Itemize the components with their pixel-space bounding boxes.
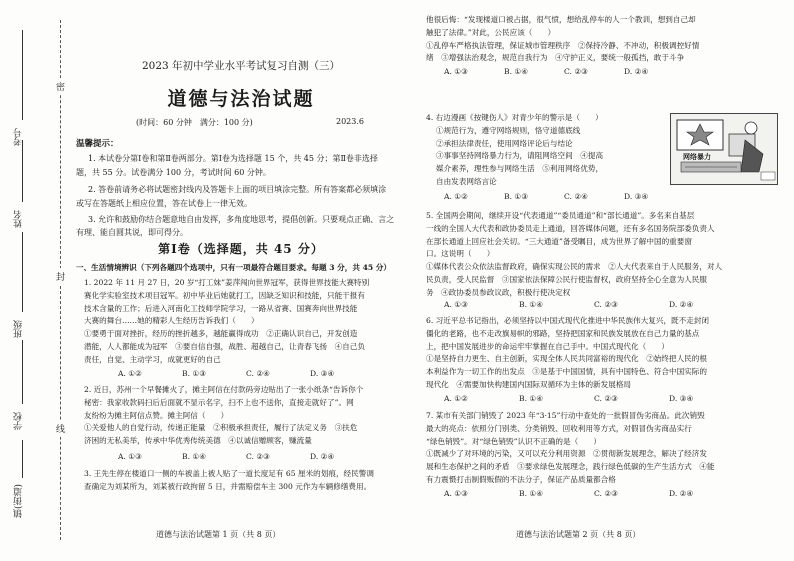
question-line: 潜能，人人都能成为冠军 ③要自信自强，战胜、超越自己，让青春飞扬 ④自己负 [84,341,365,351]
question-line: 技术含量的工作；后进入河南化工技师学院学习，一路从省赛、国赛奔向世界技能 [84,303,358,313]
section1-title: 第Ⅰ卷（选择题，共 45 分） [158,242,324,256]
label-banji: 班级 [14,320,24,338]
option-a: A. ①③ [118,452,142,461]
option-d: D. ②④ [669,489,694,498]
question-line: 大赛的舞台……她的精彩人生经历告诉我们（ ） [84,316,259,326]
option-c: C. ②③ [594,489,618,498]
question-line: 友纷纷为摊主阿信点赞。摊主阿信（ ） [84,410,229,420]
option-d: D. ②④ [310,452,335,461]
option-b: B. ①③ [504,192,529,201]
question-line: ③事事坚持网络暴力行为，请阻网络空间 ④提高 [436,151,604,161]
question-line: ②承担法律责任，使用网络评论后与结论 [436,138,573,148]
question-line: 僵化的老路，也不走改旗易帜的邪路，坚持把国家和民族发展放在自己力量的基点 [426,328,700,338]
question-3-options [444,67,684,76]
question-line: ①规范行为，遵守网络规则，恪守道德底线 [436,125,581,135]
option-d: D. ②④ [624,67,649,76]
question-line: 3. 王先生停在楼道口一侧的车被盖上被人贴了一道长度足有 65 厘米的划痕，经民警调 [84,469,374,478]
option-b: B. ①③ [182,369,207,378]
question-line: 触犯了法律。”对此，公民应该（ ） [426,27,556,37]
question-line: 2. 近日，苏州一个早餐摊火了，摊主阿信在付款码旁边贴出了一张小纸条“告诉你个 [84,385,364,394]
option-a: A. ①③ [444,489,468,498]
question-line: ①要勇于面对挫折，经历的挫折越多，越能赢得成功 ②正确认识自己，开发创造 [84,329,358,339]
tip-line: 2. 答卷前请务必将试题密封线内及答题卡上面的项目填涂完整。所有答案都必须填涂 [88,185,387,194]
page-footer-left: 道德与法治试题第 1 页（共 8 页） [156,530,281,539]
option-a: A. ①② [118,369,142,378]
question-line: ①关爱他人的自觉行动，传递正能量 ②积极承担责任，履行了法定义务 ③扶危 [84,423,358,433]
question-1 [84,277,406,367]
option-c: C. ②③ [246,452,270,461]
question-4-options [444,192,684,201]
option-c: C. ②④ [564,192,588,201]
tip-line: 或写在答题纸上相应位置，答在试卷上一律无效。 [76,199,252,208]
question-3 [84,468,406,494]
question-line: 赛化学实验室技术项目冠军。初中毕业后她就打工，因缺乏知识和技能，只能干报有 [84,290,365,300]
question-line: 一线的全国人大代表和政协委员走上通道，回答媒体问题，还有多名国务院部委负责人 [426,223,715,233]
question-line: 秘密：我家收款码扫后后面就不显示名字，扫不上也不送你，直接走就好了”。网 [84,397,354,407]
option-a: A. ①③ [444,67,468,76]
tip-line: 有理、能自圆其说，即可得分。 [76,228,188,237]
cartoon-caption: 网络暴力 [683,152,711,161]
part-heading: 一、生活情境辨识（下列各题四个选项中，只有一项最符合题目要求。每题 3 分，共 45 分） [76,263,391,272]
seal-char-2: 封 [56,268,65,285]
option-c: C. ②③ [594,394,618,403]
question-line: 媒介素养，理性参与网络生活 ⑤利用网络优势， [436,164,604,174]
question-line: 口。这说明（ ） [426,249,495,259]
question-line: 济困的无私美举，传承中华优秀传统美德 ④以诚信赠顾客，赚流量 [84,436,312,446]
option-c: C. ②④ [246,369,270,378]
seal-char-1: 密 [56,78,65,95]
question-line: 责任，自觉、主动学习，成就更好的自己 [84,354,221,364]
option-d: D. ③④ [669,394,694,403]
exam-title: 2023 年初中学业水平考试复习自测（三） [141,60,341,72]
banji-line [22,232,23,312]
cartoon-illustration [670,113,778,185]
question-line: 1. 2022 年 11 月 27 日，20 岁“打工妹”姜萍闯向世界冠军，获得世界技能大赛特别 [84,278,370,287]
question-line: 最大的亮点：依照分门别类、分类销毁、回收利用等方式，对假冒伪劣商品实行 [426,423,692,433]
option-b: B. ①④ [519,300,544,309]
question-4 [426,112,666,189]
question-5-options [444,300,744,309]
label-xingming: 姓名 [14,210,24,228]
subject-title: 道德与法治试题 [167,88,315,110]
xuexiao-line [22,340,23,404]
question-line: 展和生态保护之间的矛盾 ③要求绿色发展理念，践行绿色低碳的生产生活方式 ④能 [426,462,715,472]
question-7 [426,410,776,487]
question-5 [426,210,776,300]
question-line: 7. 某市有关部门销毁了 2023 年“3·15”行动中查处的一批假冒伪劣商品。此次销毁 [426,411,705,420]
question-line: ①媒体代表公众依法监督政府，确保实现公民的需求 ②人大代表来自于人民服务，对人 [426,262,723,272]
question-line: 上，把中国发展进步的命运牢牢掌握在自己手中。中国式现代化（ ） [426,341,669,351]
question-line: 现代化 ④需要加快构建国内国际双循环为主体的新发展格局 [426,379,632,389]
xianqu-line [22,440,23,478]
question-line: ①是坚持自力更生、自主创新，实现全体人民共同富裕的现代化 ②始终把人民的根 [426,354,707,364]
option-a: A. ①③ [444,300,468,309]
question-line: 在部长通道上回应社会关切。“三大通道”备受瞩目，成为世界了解中国的重要窗 [426,236,692,246]
question-line: 自由发表网络言论 [436,176,497,186]
option-c: C. ②③ [594,300,618,309]
option-b: B. ①④ [504,67,529,76]
tips-heading: 温馨提示： [76,139,119,149]
tip-line: 1. 本试卷分第Ⅰ卷和第Ⅱ卷两部分。第Ⅰ卷为选择题 15 个，共 45 分；第Ⅱ卷非选择 [88,154,378,163]
kaohao-line [22,30,23,120]
left-column [76,0,406,561]
question-line: 民负责，受人民监督 ③国家依法保障公民行使监督权，政府坚持全心全意为人民服 [426,274,707,284]
option-b: B. ①④ [182,452,207,461]
question-line: 查确定为刘某所为，刘某被行政拘留 5 日，并需赔偿车主 300 元作为车辆修缮费用。 [84,481,372,491]
right-column [426,0,776,561]
question-line: ①乱停车严格执法管理，保证城市管理秩序 ②保持冷静、不冲动，积极调控好情 [426,40,700,50]
option-c: C. ②③ [564,67,588,76]
question-6-options [444,394,744,403]
cartoon-drawing [671,114,777,184]
seal-char-3: 线 [56,420,65,437]
question-line: 6. 习近平总书记指出，必须坚持以中国式现代化推进中华民族伟大复兴，既不走封闭 [426,316,710,325]
tip-line: 题，共 55 分。试卷满分 100 分，考试时间 60 分钟。 [76,168,271,177]
page-footer-right: 道德与法治试题第 2 页（共 8 页） [516,530,641,539]
label-xuexiao: 学校 [14,412,24,430]
question-6 [426,315,776,392]
exam-date: 2023.6 [336,117,364,126]
question-line: 他很后悔：“发现楼道口被占据，很气愤，想给乱停车的人一个教训，想到自己却 [426,15,696,24]
question-3-continued [426,14,776,65]
question-2 [84,384,406,448]
option-a: A. ①② [444,394,468,403]
option-d: D. ③④ [310,369,335,378]
label-xianqu: 镇(街道) [14,484,24,519]
question-line: 有力震慑打击制假贩假的不法分子，保证产品质量都合格 [426,474,616,484]
option-d: D. ②④ [669,300,694,309]
tip-line: 3. 允许和鼓励你结合题意地自由发挥，多角度地思考，提倡创新。只要观点正确、言之 [88,215,395,224]
question-2-options [118,452,374,461]
option-b: B. ①④ [519,394,544,403]
question-1-options [118,369,374,378]
question-line: 4. 右边漫画《按键伤人》对青少年的警示是（ ） [426,113,603,122]
question-line: 务 ④政协委员参政议政，积极行使决定权 [426,287,571,297]
question-7-options [444,489,744,498]
xingming-line [22,140,23,202]
option-b: B. ①④ [519,489,544,498]
option-d: D. ③④ [624,192,649,201]
question-line: ①既减少了对环境的污染，又可以充分利用资源 ②贯彻新发展理念，解决了经济发 [426,449,707,459]
question-line: 5. 全国两会期间，继续开设“代表通道”“委员通道”和“部长通道”。多名来自基层 [426,211,695,220]
label-kaohao: 考号 [14,128,24,146]
question-line: 绪 ③增强法治观念，规范自我行为 ④守护正义，要统一般孤挡，敢于斗争 [426,53,685,63]
time-info: (时间：60 分钟 满分：100 分) [136,118,253,127]
binding-margin [0,0,72,561]
question-line: 本利益作为一切工作的出发点 ③是基于中国国情，具有中国特色、符合中国实际的 [426,367,707,377]
option-a: A. ①② [444,192,468,201]
question-line: “绿色销毁”。对“绿色销毁”认识不正确的是（ ） [426,436,601,446]
